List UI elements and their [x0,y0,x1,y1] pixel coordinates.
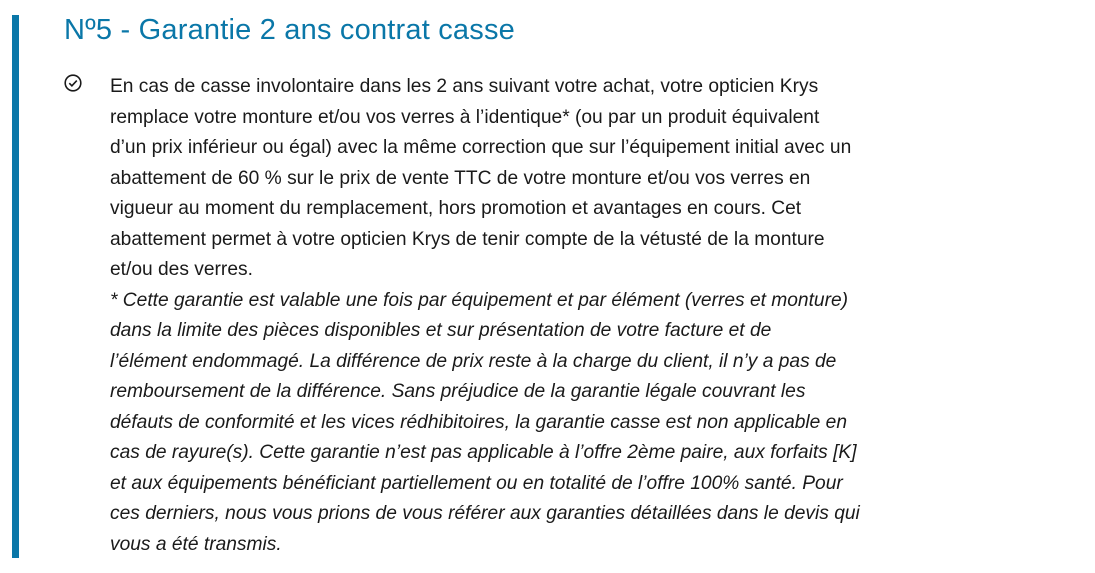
guarantee-paragraph [110,72,860,286]
check-circle-icon [64,74,82,92]
text-line: et aux équipements bénéficiant partiellement ou en totalité de l’offre 100% santé. Pour [110,472,843,494]
text-line: l’élément endommagé. La différence de prix reste à la charge du client, il n’y a pas de [110,350,837,372]
text-line: ces derniers, nous vous prions de vous référer aux garanties détaillées dans le devis qui [110,503,860,524]
text-line: remboursement de la différence. Sans préjudice de la garantie légale couvrant les [110,381,806,402]
guarantee-footnote [110,286,860,561]
text-line: vigueur au moment du remplacement, hors promotion et avantages en cours. Cet [110,198,802,219]
text-line: cas de rayure(s). Cette garantie n’est pas applicable à l’offre 2ème paire, aux forfaits [K] [110,442,857,463]
text-line: vous a été transmis. [110,533,282,555]
text-line: abattement permet à votre opticien Krys de tenir compte de la vétusté de la monture [110,228,825,250]
text-line: d’un prix inférieur ou égal) avec la même correction que sur l’équipement initial avec un [110,137,852,158]
text-line: dans la limite des pièces disponibles et sur présentation de votre facture et de [110,320,772,341]
text-line: et/ou des verres. [110,259,253,280]
section-title: Nº5 - Garantie 2 ans contrat casse [64,14,515,46]
text-line: défauts de conformité et les vices rédhibitoires, la garantie casse est non applicable en [110,411,848,433]
text-line: remplace votre monture et/ou vos verres à l’identique* (ou par un produit équivalent [110,106,820,128]
text-line: En cas de casse involontaire dans les 2 ans suivant votre achat, votre opticien Krys [110,76,819,97]
accent-bar [12,15,19,558]
text-line: * Cette garantie est valable une fois par équipement et par élément (verres et monture) [110,289,849,311]
text-line: abattement de 60 % sur le prix de vente TTC de votre monture et/ou vos verres en [110,167,811,189]
guarantee-text [110,72,860,560]
